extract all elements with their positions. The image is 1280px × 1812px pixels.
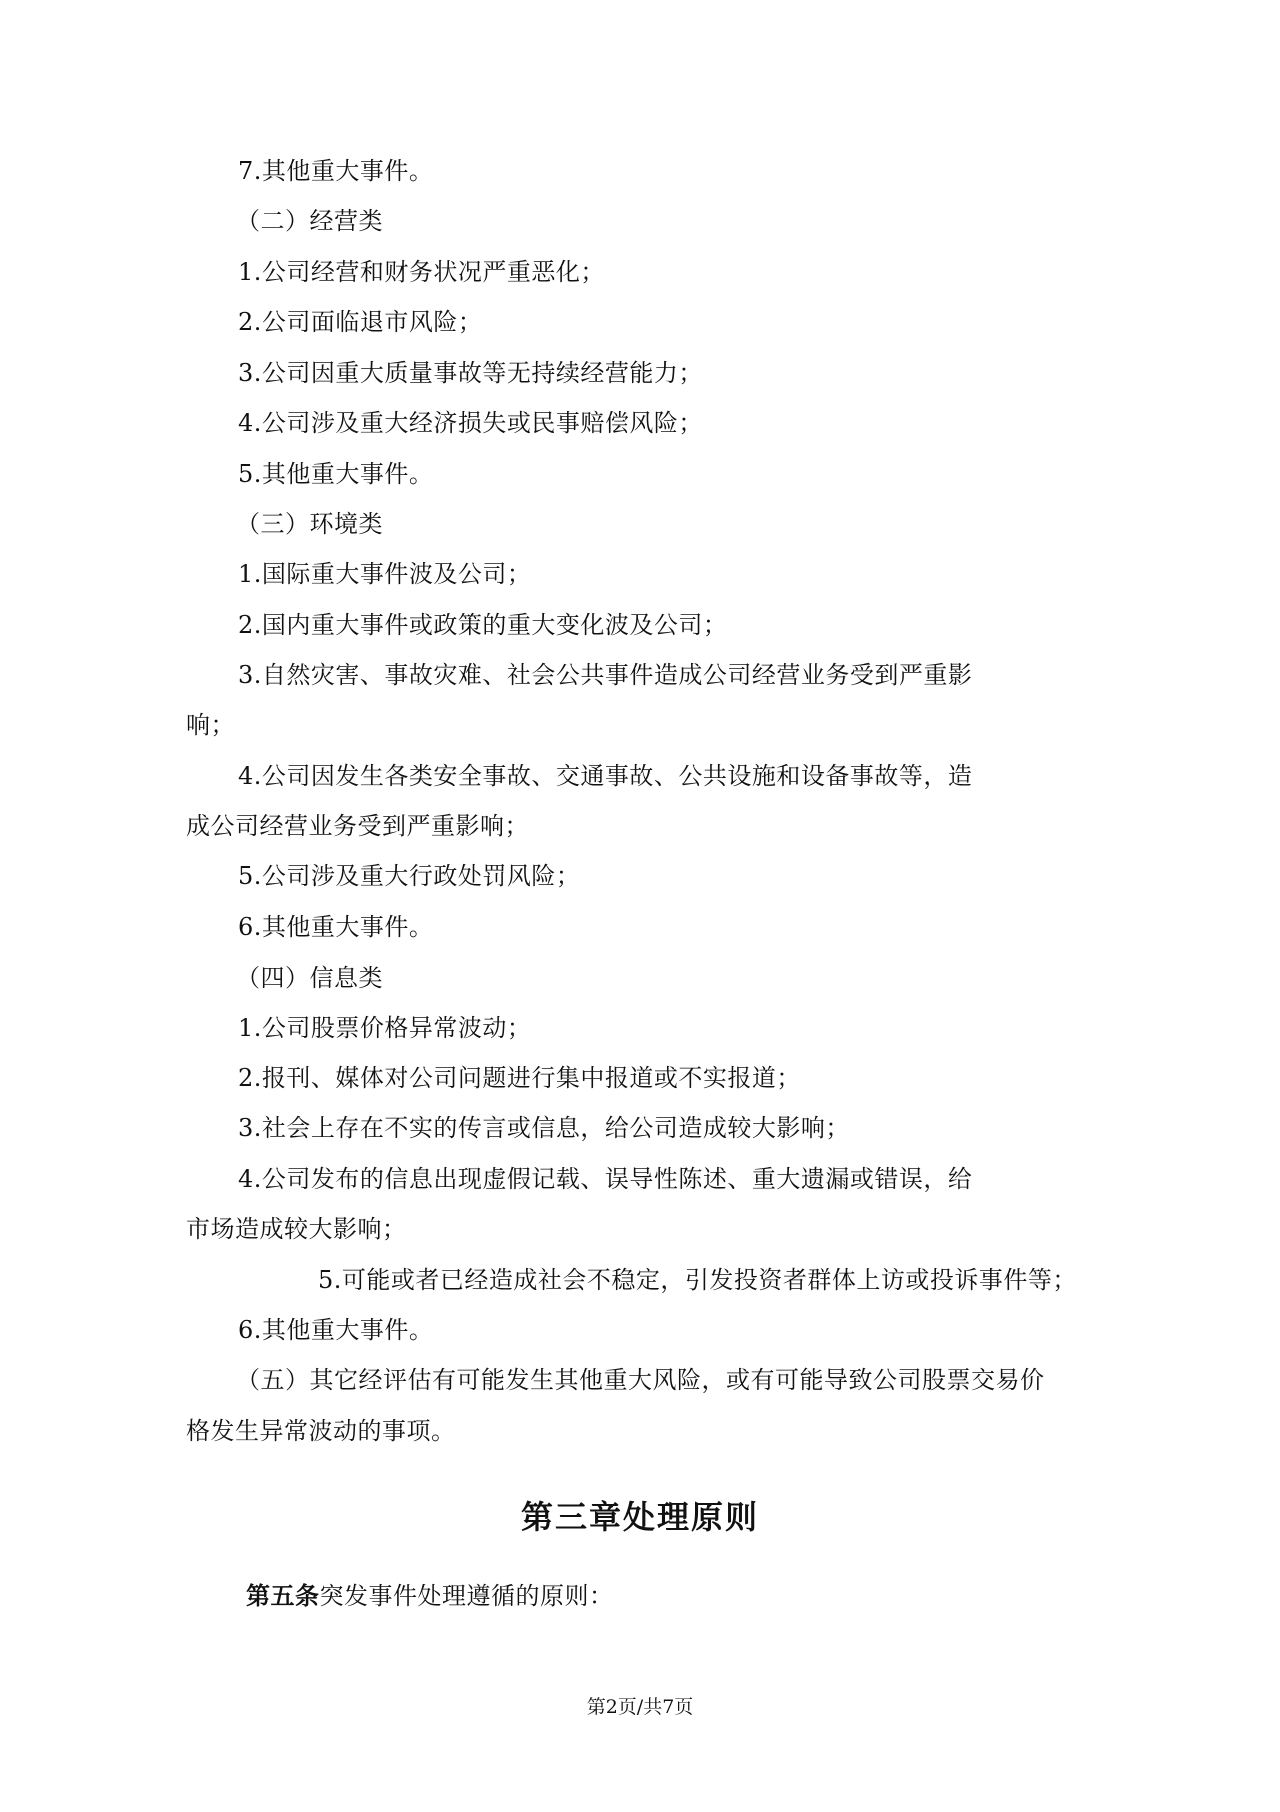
list-item-continuation: 成公司经营业务受到严重影响； — [186, 812, 529, 840]
list-item: 6.其他重大事件。 — [238, 1316, 434, 1344]
list-item: 1.国际重大事件波及公司； — [238, 560, 532, 588]
list-item: 3.自然灾害、事故灾难、社会公共事件造成公司经营业务受到严重影 — [238, 661, 973, 689]
list-item: 4.公司涉及重大经济损失或民事赔偿风险； — [238, 409, 703, 437]
list-item: 5.公司涉及重大行政处罚风险； — [238, 862, 581, 890]
page-indicator: 第2页/共7页 — [586, 1696, 694, 1718]
list-item: 7.其他重大事件。 — [238, 157, 434, 185]
list-item-continuation: 市场造成较大影响； — [186, 1215, 407, 1243]
list-item: 1.公司经营和财务状况严重恶化； — [238, 258, 605, 286]
list-item: 4.公司发布的信息出现虚假记载、误导性陈述、重大遗漏或错误，给 — [238, 1165, 973, 1193]
list-item: 4.公司因发生各类安全事故、交通事故、公共设施和设备事故等，造 — [238, 762, 973, 790]
section-heading: （三）环境类 — [236, 510, 383, 538]
list-item-continuation: 响； — [186, 711, 235, 739]
section-item: （五）其它经评估有可能发生其他重大风险，或有可能导致公司股票交易价 — [236, 1366, 1045, 1394]
list-item: 1.公司股票价格异常波动； — [238, 1014, 532, 1042]
list-item: 5.可能或者已经造成社会不稳定，引发投资者群体上访或投诉事件等； — [318, 1266, 1077, 1294]
list-item: 2.国内重大事件或政策的重大变化波及公司； — [238, 611, 728, 639]
list-item: 2.公司面临退市风险； — [238, 308, 483, 336]
article-paragraph — [246, 1581, 614, 1611]
section-item-continuation: 格发生异常波动的事项。 — [186, 1417, 456, 1445]
list-item: 5.其他重大事件。 — [238, 460, 434, 488]
article-text: 突发事件处理遵循的原则： — [319, 1582, 614, 1610]
section-heading: （二）经营类 — [236, 207, 383, 235]
list-item: 6.其他重大事件。 — [238, 913, 434, 941]
article-label: 第五条 — [246, 1582, 320, 1610]
list-item: 3.公司因重大质量事故等无持续经营能力； — [238, 359, 703, 387]
list-item: 3.社会上存在不实的传言或信息，给公司造成较大影响； — [238, 1114, 850, 1142]
list-item: 2.报刊、媒体对公司问题进行集中报道或不实报道； — [238, 1064, 801, 1092]
chapter-heading: 第三章处理原则 — [520, 1498, 759, 1536]
section-heading: （四）信息类 — [236, 964, 383, 992]
